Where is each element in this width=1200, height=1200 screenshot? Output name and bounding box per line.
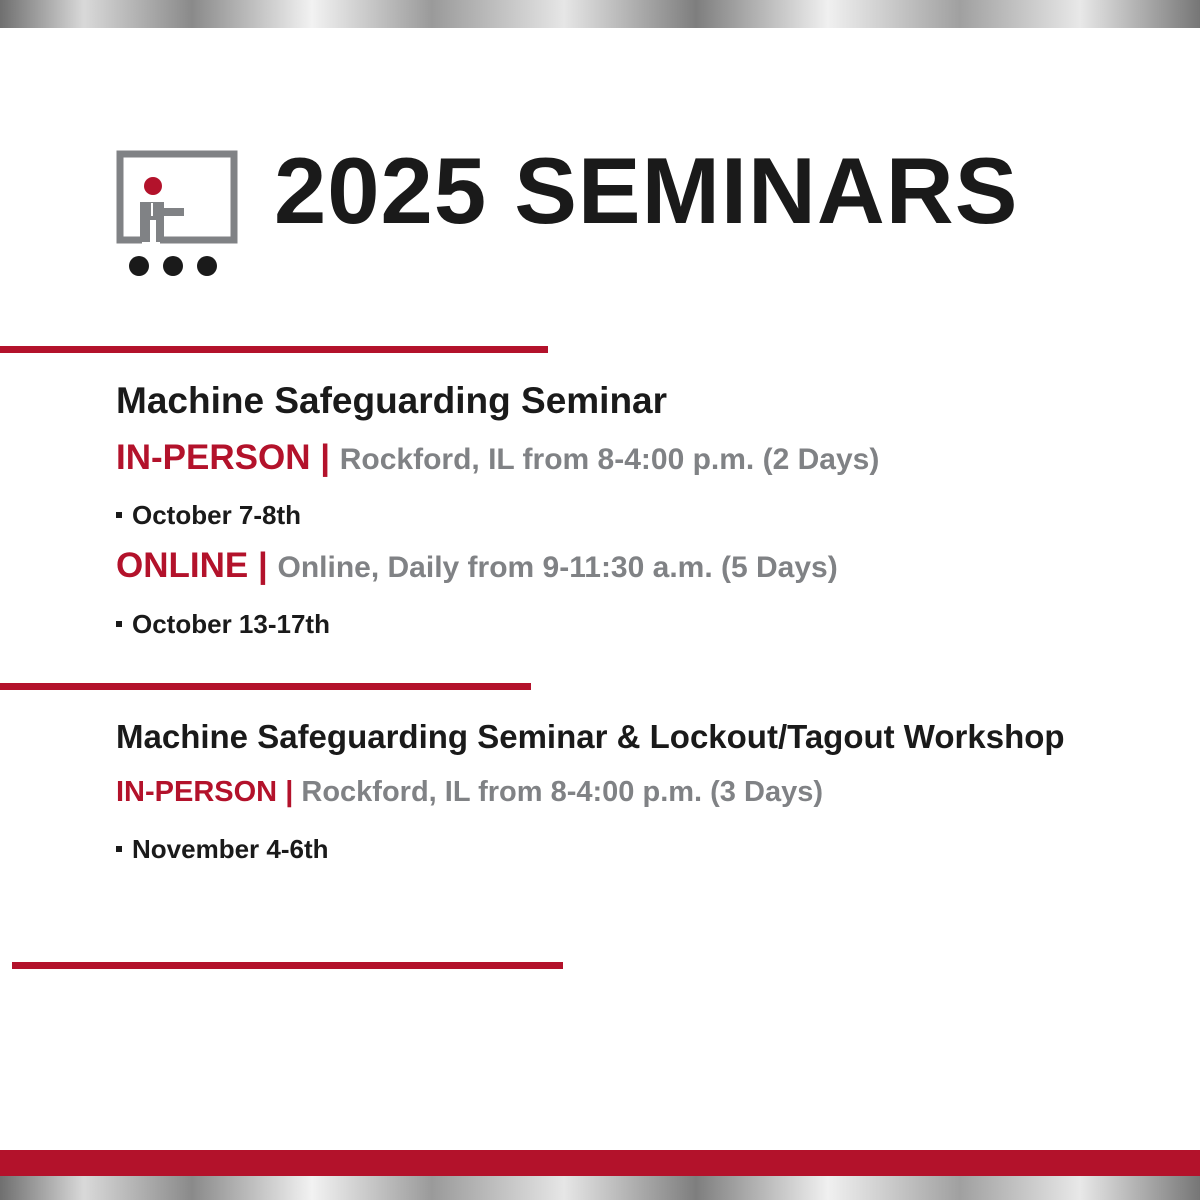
session-details: Online, Daily from 9-11:30 a.m. (5 Days) [277,551,838,584]
page-title: 2025 SEMINARS [274,138,1019,243]
bottom-red-band [0,1150,1200,1176]
session-date-text: October 13-17th [132,609,330,639]
session-date [116,608,330,640]
section-divider [0,683,531,690]
bullet-icon [116,512,122,518]
separator: | [320,438,330,477]
session-details: Rockford, IL from 8-4:00 p.m. (2 Days) [339,443,880,476]
bullet-icon [116,846,122,852]
separator: | [285,776,294,808]
session-date-text: October 7-8th [132,500,302,530]
presenter-at-board-icon [112,146,242,278]
session-date-text: November 4-6th [132,834,329,864]
seminar-title: Machine Safeguarding Seminar [116,380,668,421]
seminar-title: Machine Safeguarding Seminar & Lockout/Tagout Workshop [116,718,1065,755]
section-divider [12,962,563,969]
session-mode-label: ONLINE [116,546,249,585]
top-metallic-band [0,0,1200,28]
bottom-metallic-band [0,1176,1200,1200]
session-mode-label: IN-PERSON [116,438,311,477]
session-date [116,499,301,531]
session-mode-label: IN-PERSON [116,776,278,808]
session-info [116,772,823,812]
section-divider [0,346,548,353]
bullet-icon [116,621,122,627]
session-date [116,833,329,865]
session-info [116,436,879,482]
session-details: Rockford, IL from 8-4:00 p.m. (3 Days) [301,776,823,808]
separator: | [257,546,268,585]
session-info [116,544,838,590]
